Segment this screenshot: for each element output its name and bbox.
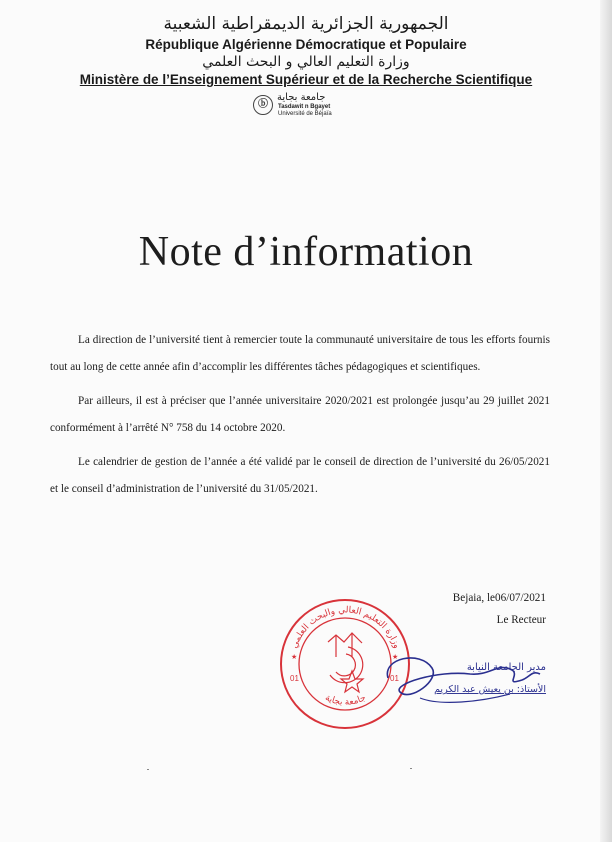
page-edge-shadow bbox=[600, 0, 612, 842]
arabic-republic-heading: الجمهورية الجزائرية الديمقراطية الشعبية bbox=[163, 14, 449, 34]
university-logo bbox=[253, 94, 363, 124]
signature-name-line: الأستاذ: بن يعيش عبد الكريم bbox=[434, 684, 546, 695]
stamp-bottom-text: جامعة بجاية bbox=[323, 692, 368, 708]
ministry-heading: Ministère de l’Enseignement Supérieur et de la Recherche Scientifique bbox=[79, 72, 533, 87]
scan-speck bbox=[410, 768, 412, 769]
stamp-star-icon: ★ bbox=[291, 653, 298, 661]
republic-heading: République Algérienne Démocratique et Populaire bbox=[145, 37, 467, 52]
logo-universite: Université de Béjaïa bbox=[278, 111, 332, 117]
stamp-star-icon: ★ bbox=[392, 653, 399, 661]
arabic-ministry-heading: وزارة التعليم العالي و البحث العلمي bbox=[202, 54, 410, 70]
stamp-top-text: وزارة التعليم العالي والبحث العلمي bbox=[289, 605, 402, 650]
stamp-right-number: 01 bbox=[390, 674, 399, 683]
paragraph: Le calendrier de gestion de l’année a été validé par le conseil de direction de l’université du 26/05/2021 et le conseil d’administration de l’université du 31/05/2021. bbox=[50, 456, 550, 495]
place-date: Bejaia, le06/07/2021 bbox=[452, 592, 546, 604]
paragraph: La direction de l’université tient à remercier toute la communauté universitaire de tous les efforts fournis tout au long de cette année afin d’accomplir les différentes tâches pédagogiques et scientifiques. bbox=[50, 334, 550, 373]
logo-arabic-name: جامعة بجاية bbox=[277, 92, 326, 103]
logo-tasdawit: Tasdawit n Bgayet bbox=[278, 104, 331, 110]
signature-title-line: مدير الجامعة النيابة bbox=[466, 662, 546, 673]
signatory-role: Le Recteur bbox=[496, 614, 546, 626]
svg-text:جامعة بجاية bbox=[323, 693, 367, 708]
university-emblem-icon: ⓑ bbox=[253, 95, 273, 115]
handwritten-signature bbox=[380, 640, 550, 720]
stamp-crest-icon bbox=[328, 633, 363, 692]
scan-speck bbox=[147, 769, 149, 770]
document-title: Note d’information bbox=[138, 229, 474, 275]
stamp-left-number: 01 bbox=[290, 674, 299, 683]
paragraph: Par ailleurs, il est à préciser que l’année universitaire 2020/2021 est prolongée jusqu’au 29 juillet 2021 conformément à l’arrêté N° 758 du 14 octobre 2020. bbox=[50, 395, 550, 434]
document-body bbox=[50, 327, 550, 510]
signature-block bbox=[453, 587, 546, 631]
